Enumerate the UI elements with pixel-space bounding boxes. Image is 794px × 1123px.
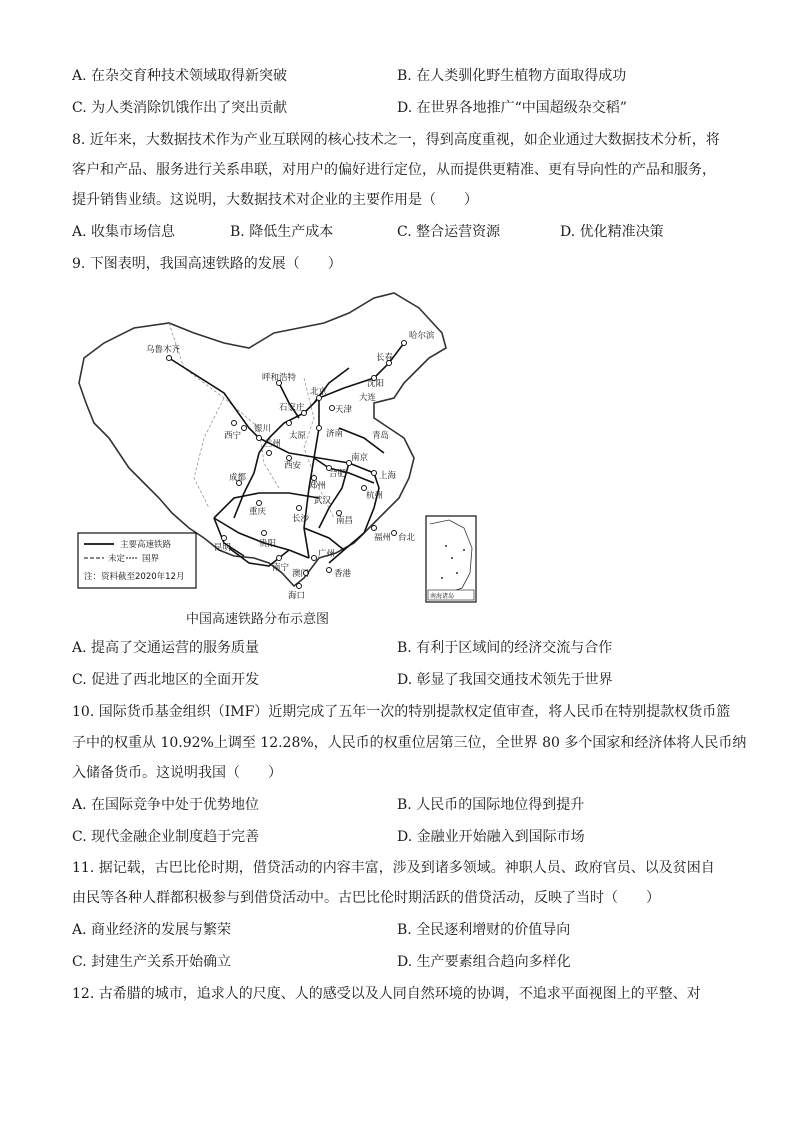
q7-option-b: B. 在人类驯化野生植物方面取得成功 (397, 68, 627, 84)
q11-option-d: D. 生产要素组合趋向多样化 (397, 954, 571, 970)
city-label: 郑州 (309, 481, 327, 491)
q7-option-c: C. 为人类消除饥饿作出了突出贡献 (72, 100, 288, 116)
map-caption: 中国高速铁路分布示意图 (186, 612, 330, 627)
city-label: 乌鲁木齐 (146, 345, 181, 355)
city-label: 昆明 (214, 543, 232, 553)
legend-border-b: 国界 (142, 554, 160, 564)
city-label: 银川 (254, 424, 272, 434)
city-label: 兰州 (264, 439, 282, 449)
city-label: 香港 (334, 569, 352, 579)
q8-stem-line-3: 提升销售业绩。这说明，大数据技术对企业的主要作用是（ ） (72, 192, 478, 208)
city-label: 沈阳 (367, 379, 385, 389)
city-label: 广州 (318, 549, 336, 559)
china-rail-map (74, 288, 478, 606)
city-label: 重庆 (249, 507, 267, 517)
city-label: 西宁 (224, 431, 242, 441)
city-label: 贵阳 (259, 539, 277, 549)
q8-option-c: C. 整合运营资源 (397, 224, 501, 240)
city-label: 呼和浩特 (262, 373, 297, 383)
q8-option-b: B. 降低生产成本 (230, 224, 334, 240)
q10-stem-line-3: 入储备货币。这说明我国（ ） (72, 765, 282, 781)
city-label: 长春 (376, 353, 394, 363)
city-label: 太原 (289, 431, 307, 441)
city-label: 合肥 (329, 469, 347, 479)
city-label: 南京 (351, 453, 369, 463)
city-label: 济南 (326, 429, 344, 439)
q10-option-d: D. 金融业开始融入到国际市场 (397, 829, 585, 845)
q7-option-d: D. 在世界各地推广“中国超级杂交稻” (397, 100, 627, 116)
q9-option-a: A. 提高了交通运营的服务质量 (72, 640, 260, 656)
q10-stem-line-2: 子中的权重从 10.92%上调至 12.28%，人民币的权重位居第三位，全世界 80 多个国家和经济体将人民币纳 (72, 735, 747, 751)
city-label: 大连 (359, 393, 377, 403)
city-label: 南宁 (272, 563, 290, 573)
q11-option-c: C. 封建生产关系开始确立 (72, 954, 232, 970)
q12-stem-line-1: 12. 古希腊的城市，追求人的尺度、人的感受以及人同自然环境的协调，不追求平面视图上的平整、对 (72, 986, 701, 1002)
q10-option-b: B. 人民币的国际地位得到提升 (397, 797, 585, 813)
q8-option-d: D. 优化精准决策 (560, 224, 664, 240)
city-label: 福州 (374, 533, 392, 543)
q9-stem: 9. 下图表明，我国高速铁路的发展（ ） (72, 256, 342, 272)
map-legend (78, 533, 196, 588)
city-label: 北京 (310, 387, 328, 397)
q8-stem-line-2: 客户和产品、服务进行关系串联，对用户的偏好进行定位，从而提供更精准、更有导向性的产品和服务， (72, 162, 716, 178)
city-label: 海口 (288, 591, 306, 601)
q10-option-c: C. 现代金融企业制度趋于完善 (72, 829, 260, 845)
city-label: 澳门 (292, 569, 310, 579)
q7-option-a: A. 在杂交育种技术领域取得新突破 (72, 68, 288, 84)
inset-label: 南海诸岛 (430, 593, 455, 600)
map-inset (426, 516, 476, 602)
q10-option-a: A. 在国际竞争中处于优势地位 (72, 797, 260, 813)
q9-option-b: B. 有利于区域间的经济交流与合作 (397, 640, 613, 656)
city-label: 台北 (398, 533, 416, 543)
city-label: 杭州 (366, 491, 384, 501)
legend-border-a: 未定 (108, 554, 126, 564)
city-label: 石家庄 (279, 403, 305, 413)
q11-stem-line-1: 11. 据记载，古巴比伦时期，借贷活动的内容丰富，涉及到诸多领域。神职人员、政府官员、以及贫困自 (72, 860, 715, 876)
legend-rail-label: 主要高速铁路 (120, 540, 172, 550)
q10-stem-line-1: 10. 国际货币基金组织（IMF）近期完成了五年一次的特别提款权定值审查，将人民币在特别提款权货币篮 (72, 704, 731, 720)
legend-note: 注：资料截至2020年12月 (84, 572, 185, 582)
map-figure (74, 288, 478, 606)
city-label: 南昌 (336, 516, 354, 526)
city-label: 青岛 (372, 431, 390, 441)
q9-option-d: D. 彰显了我国交通技术领先于世界 (397, 672, 613, 688)
q9-option-c: C. 促进了西北地区的全面开发 (72, 672, 260, 688)
q11-option-b: B. 全民逐利增财的价值导向 (397, 922, 571, 938)
city-label: 武汉 (314, 496, 332, 506)
city-label: 长沙 (292, 514, 310, 524)
q11-option-a: A. 商业经济的发展与繁荣 (72, 922, 232, 938)
city-label: 哈尔滨 (409, 331, 435, 341)
q8-stem-line-1: 8. 近年来，大数据技术作为产业互联网的核心技术之一，得到高度重视，如企业通过大数据技术分析，将 (72, 132, 720, 148)
q11-stem-line-2: 由民等各种人群都积极参与到借贷活动中。古巴比伦时期活跃的借贷活动，反映了当时（ ） (72, 890, 660, 906)
city-label: 西安 (284, 461, 302, 471)
city-label: 天津 (335, 405, 353, 415)
city-label: 成都 (229, 473, 247, 483)
q8-option-a: A. 收集市场信息 (72, 224, 176, 240)
city-label: 上海 (379, 471, 397, 481)
